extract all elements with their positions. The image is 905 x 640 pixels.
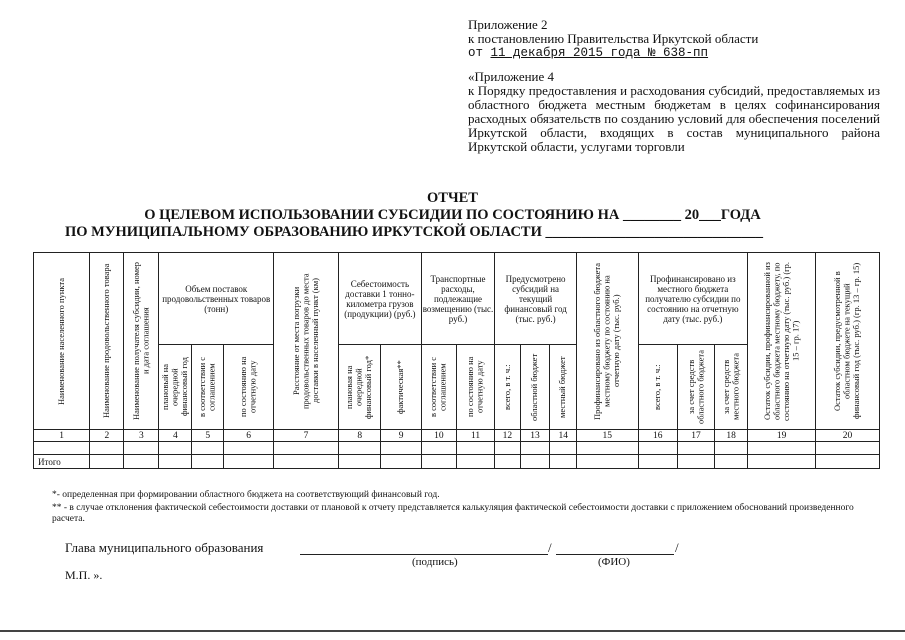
signature-slash-1: /	[548, 540, 552, 555]
page-bottom-border	[0, 630, 905, 632]
col8-header	[338, 345, 381, 430]
col7-label: Расстояние от места погрузки продовольственных товаров до места доставки в населенный пункт (км)	[290, 273, 320, 409]
report-title	[0, 190, 905, 241]
stamp-place: М.П. ».	[65, 568, 103, 582]
colnum-10: 10	[421, 430, 456, 442]
col-balance19-header	[748, 253, 816, 430]
col12-header	[495, 345, 521, 430]
col13-header	[520, 345, 550, 430]
signature-slash-2: /	[675, 540, 679, 555]
footnote-1: *- определенная при формировании областного бюджета на соответствующий финансовый год.	[52, 490, 440, 500]
colnum-16: 16	[638, 430, 677, 442]
col14-label: местный бюджет	[557, 356, 568, 418]
col8-label: плановая на очередной финансовый год*	[344, 355, 374, 419]
col16-label: всего, в т. ч.:	[652, 364, 663, 410]
col1-label: Наименование населенного пункта	[55, 277, 66, 405]
colnum-17: 17	[677, 430, 714, 442]
colnum-11: 11	[456, 430, 494, 442]
colnum-4: 4	[159, 430, 192, 442]
appendix4-block	[468, 70, 880, 154]
total-label: Итого	[34, 455, 90, 469]
fio-caption: (ФИО)	[598, 556, 630, 568]
colnum-7: 7	[274, 430, 339, 442]
col-settlement-header	[34, 253, 90, 430]
col3-label: Наименование получателя субсидии, номер и дата соглашения	[130, 262, 151, 421]
col16-header	[638, 345, 677, 430]
colnum-8: 8	[338, 430, 381, 442]
appendix4-header: «Приложение 4	[468, 69, 555, 84]
col5-label: в соответствии с соглашением	[197, 356, 217, 418]
col2-label: Наименование продовольственного товара	[101, 263, 112, 419]
col4-header	[159, 345, 192, 430]
col12-label: всего, в т. ч.:	[501, 364, 512, 410]
col-distance-header	[274, 253, 339, 430]
colnum-1: 1	[34, 430, 90, 442]
footnote-2: ** - в случае отклонения фактической себестоимости доставки от плановой к отчету представляется калькуляция фактической себестоимости доставки с приложением обоснований произведенного расчета.	[52, 503, 854, 524]
colnum-6: 6	[224, 430, 274, 442]
col17-header	[677, 345, 714, 430]
col19-label: Остаток субсидии, профинансированной из областного бюджета местному бюджету, по состоянию на отчетную дату (тыс. руб.) (гр. 15 – гр. 17)	[761, 261, 801, 421]
attachment-line2: к постановлению Правительства Иркутской области	[468, 31, 759, 46]
attachment-line3-prefix: от	[468, 46, 491, 60]
col14-header	[550, 345, 577, 430]
colnum-3: 3	[124, 430, 159, 442]
group-financed-header: Профинансировано из местного бюджета получателю субсидии по состоянию на отчетную дату (тыс. руб.)	[638, 253, 747, 345]
col17-label: за счет средств областного бюджета	[685, 350, 706, 425]
title-line3: ПО МУНИЦИПАЛЬНОМУ ОБРАЗОВАНИЮ ИРКУТСКОЙ ОБЛАСТИ ______________________________	[65, 224, 764, 240]
col10-header	[421, 345, 456, 430]
group-volume-header: Объем поставок продовольственных товаров (тонн)	[159, 253, 274, 345]
footnotes	[52, 490, 884, 527]
attachment-line3	[468, 46, 888, 60]
col10-label: в соответствии с соглашением	[428, 356, 448, 418]
col20-label: Остаток субсидии, предусмотренной в областном бюджете на текущий финансовый год (тыс. руб.) (гр. 13 – гр. 15)	[832, 262, 862, 420]
col11-header	[456, 345, 494, 430]
group-cost-header: Себестоимость доставки 1 тонно-километра грузов (продукции) (руб.)	[338, 253, 421, 345]
group-transport-header: Транспортные расходы, подлежащие возмещению (тыс. руб.)	[421, 253, 494, 345]
signature-caption: (подпись)	[412, 556, 458, 568]
fio-line	[556, 554, 674, 555]
colnum-19: 19	[748, 430, 816, 442]
title-line1: ОТЧЕТ	[427, 190, 478, 206]
col-financed-regional-header	[576, 253, 638, 430]
col11-label: по состоянию на отчетную дату	[465, 356, 485, 418]
colnum-13: 13	[520, 430, 550, 442]
col-recipient-header	[124, 253, 159, 430]
col5-header	[192, 345, 224, 430]
colnum-15: 15	[576, 430, 638, 442]
colnum-9: 9	[381, 430, 421, 442]
col9-label: фактическая**	[395, 360, 406, 414]
col13-label: областной бюджет	[529, 353, 540, 421]
col18-label: за счет средств местного бюджета	[720, 353, 741, 421]
column-numbers-row	[34, 430, 880, 442]
table-row	[34, 442, 880, 455]
colnum-2: 2	[90, 430, 124, 442]
total-row	[34, 455, 880, 469]
col-product-header	[90, 253, 124, 430]
col4-label: плановый на очередной финансовый год	[160, 357, 190, 417]
col9-header	[381, 345, 421, 430]
signature-line	[300, 554, 548, 555]
col6-label: по состоянию на отчетную дату	[238, 356, 258, 418]
colnum-14: 14	[550, 430, 577, 442]
col15-label: Профинансировано из областного бюджета местному бюджету по состоянию на отчетную дату (тыс. руб.)	[592, 262, 622, 420]
col18-header	[715, 345, 748, 430]
colnum-5: 5	[192, 430, 224, 442]
report-table	[33, 252, 880, 469]
attachment-block	[468, 18, 888, 60]
col-balance20-header	[816, 253, 880, 430]
col6-header	[224, 345, 274, 430]
title-line2: О ЦЕЛЕВОМ ИСПОЛЬЗОВАНИИ СУБСИДИИ ПО СОСТОЯНИЮ НА ________ 20___ГОДА	[144, 207, 761, 223]
colnum-12: 12	[495, 430, 521, 442]
signature-label: Глава муниципального образования	[65, 540, 264, 555]
attachment-line1: Приложение 2	[468, 17, 548, 32]
attachment-date: 11 декабря 2015 года № 638-пп	[490, 46, 709, 60]
appendix4-text: к Порядку предоставления и расходования субсидий, предоставляемых из областного бюджета местным бюджетам в целях софинансирования расходных обязательств по созданию условий для обеспечения поселений Иркутской области, входящих в состав муниципального района Иркутской области, услугами торговли	[468, 83, 880, 154]
group-planned-header: Предусмотрено субсидий на текущий финансовый год (тыс. руб.)	[495, 253, 577, 345]
colnum-18: 18	[715, 430, 748, 442]
colnum-20: 20	[816, 430, 880, 442]
